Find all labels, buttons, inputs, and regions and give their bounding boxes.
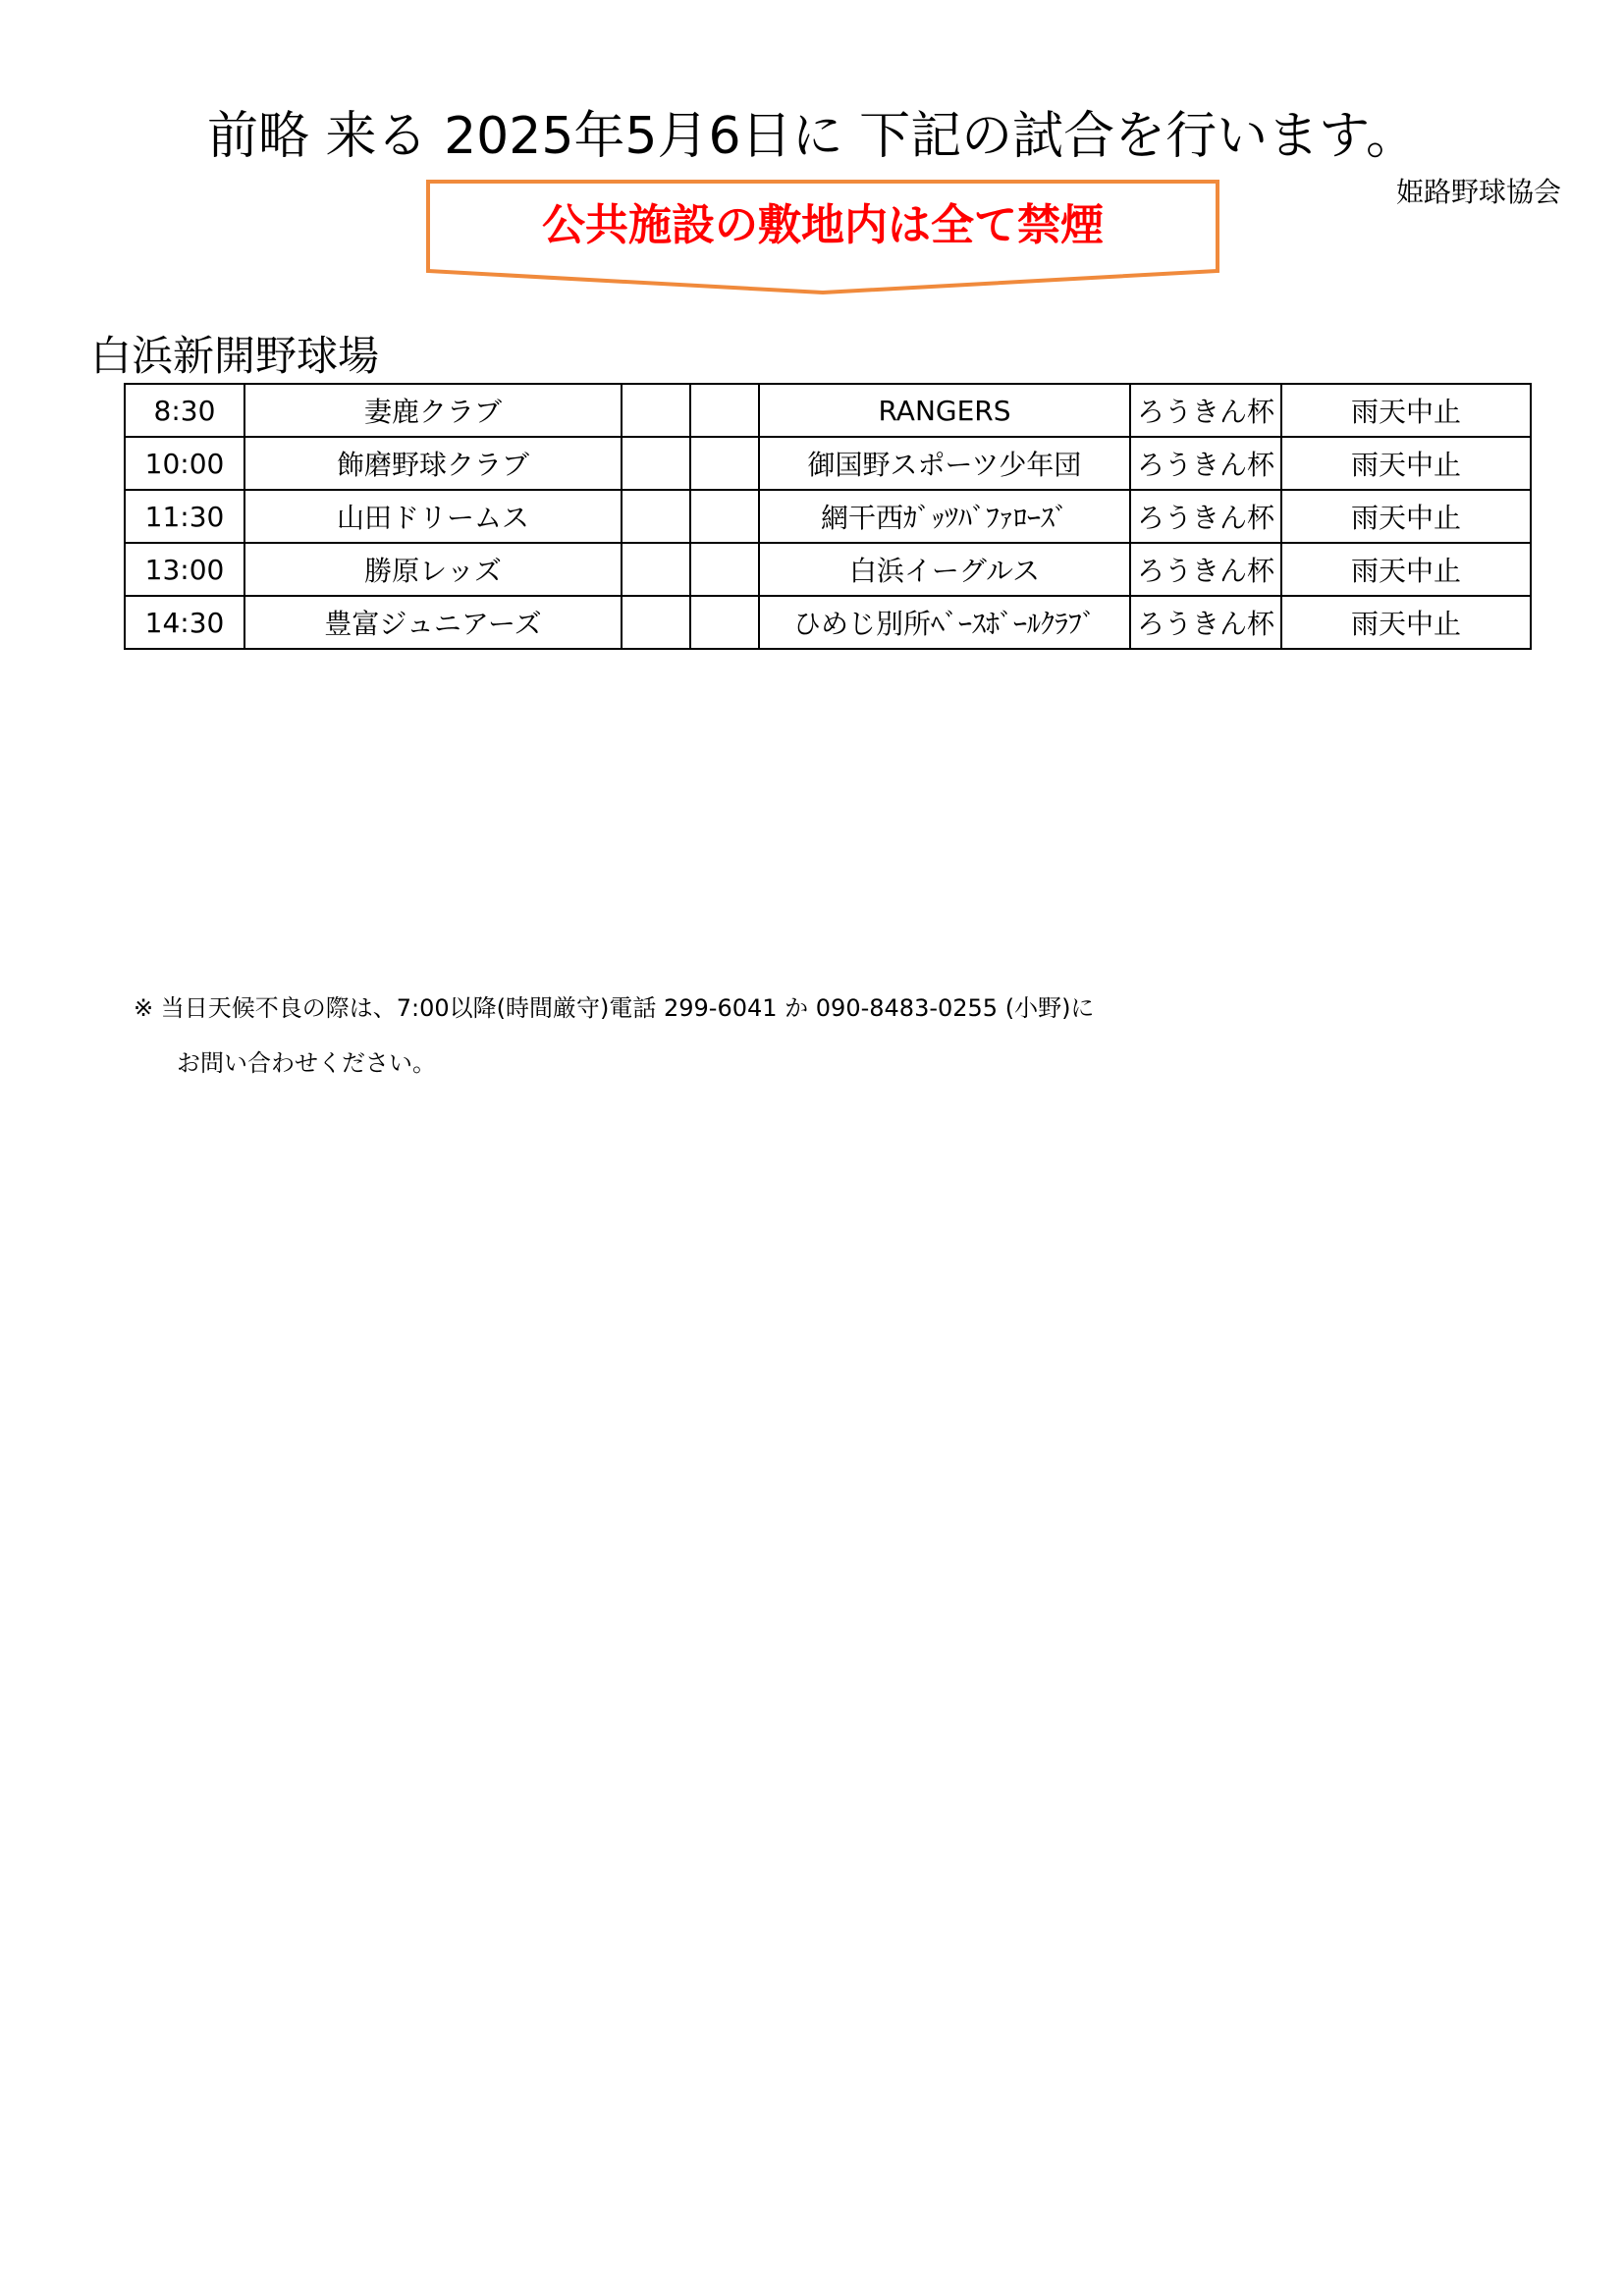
weather-notice-line-1: ※ 当日天候不良の際は、7:00以降(時間厳守)電話 299-6041 か 090-8483-0255 (小野)に xyxy=(134,994,1095,1022)
venue-name: 白浜新開野球場 xyxy=(90,332,380,380)
table-row xyxy=(125,543,1531,596)
cup-name: ろうきん杯 xyxy=(1130,596,1281,649)
cup-name: ろうきん杯 xyxy=(1130,490,1281,543)
match-status: 雨天中止 xyxy=(1281,437,1531,490)
match-time: 10:00 xyxy=(125,437,244,490)
away-score xyxy=(690,596,759,649)
table-row xyxy=(125,596,1531,649)
no-smoking-banner xyxy=(426,179,1231,296)
home-team: 勝原レッズ xyxy=(244,543,622,596)
away-team: 白浜イーグルス xyxy=(759,543,1130,596)
cup-name: ろうきん杯 xyxy=(1130,384,1281,437)
away-team: 御国野スポーツ少年団 xyxy=(759,437,1130,490)
away-team: 網干西ｶﾞｯﾂﾊﾞﾌｧﾛｰｽﾞ xyxy=(759,490,1130,543)
match-status: 雨天中止 xyxy=(1281,596,1531,649)
match-time: 14:30 xyxy=(125,596,244,649)
home-score xyxy=(622,490,690,543)
match-time: 11:30 xyxy=(125,490,244,543)
table-row xyxy=(125,437,1531,490)
home-score xyxy=(622,384,690,437)
cup-name: ろうきん杯 xyxy=(1130,543,1281,596)
match-status: 雨天中止 xyxy=(1281,490,1531,543)
away-team: ひめじ別所ﾍﾞｰｽﾎﾞｰﾙｸﾗﾌﾞ xyxy=(759,596,1130,649)
home-team: 飾磨野球クラブ xyxy=(244,437,622,490)
home-score xyxy=(622,596,690,649)
cup-name: ろうきん杯 xyxy=(1130,437,1281,490)
page-headline: 前略 来る 2025年5月6日に 下記の試合を行います。 xyxy=(207,107,1417,166)
home-score xyxy=(622,437,690,490)
banner-text: 公共施設の敷地内は全て禁煙 xyxy=(542,200,1104,250)
away-score xyxy=(690,384,759,437)
home-team: 豊富ジュニアーズ xyxy=(244,596,622,649)
table-row xyxy=(125,490,1531,543)
organization-name: 姫路野球協会 xyxy=(1395,176,1561,208)
weather-notice-line-2: お問い合わせください。 xyxy=(177,1049,436,1077)
home-team: 妻鹿クラブ xyxy=(244,384,622,437)
home-team: 山田ドリームス xyxy=(244,490,622,543)
away-team: RANGERS xyxy=(759,384,1130,437)
match-time: 8:30 xyxy=(125,384,244,437)
match-time: 13:00 xyxy=(125,543,244,596)
away-score xyxy=(690,490,759,543)
match-status: 雨天中止 xyxy=(1281,384,1531,437)
match-status: 雨天中止 xyxy=(1281,543,1531,596)
table-row xyxy=(125,384,1531,437)
schedule-table xyxy=(124,383,1532,650)
away-score xyxy=(690,543,759,596)
away-score xyxy=(690,437,759,490)
home-score xyxy=(622,543,690,596)
